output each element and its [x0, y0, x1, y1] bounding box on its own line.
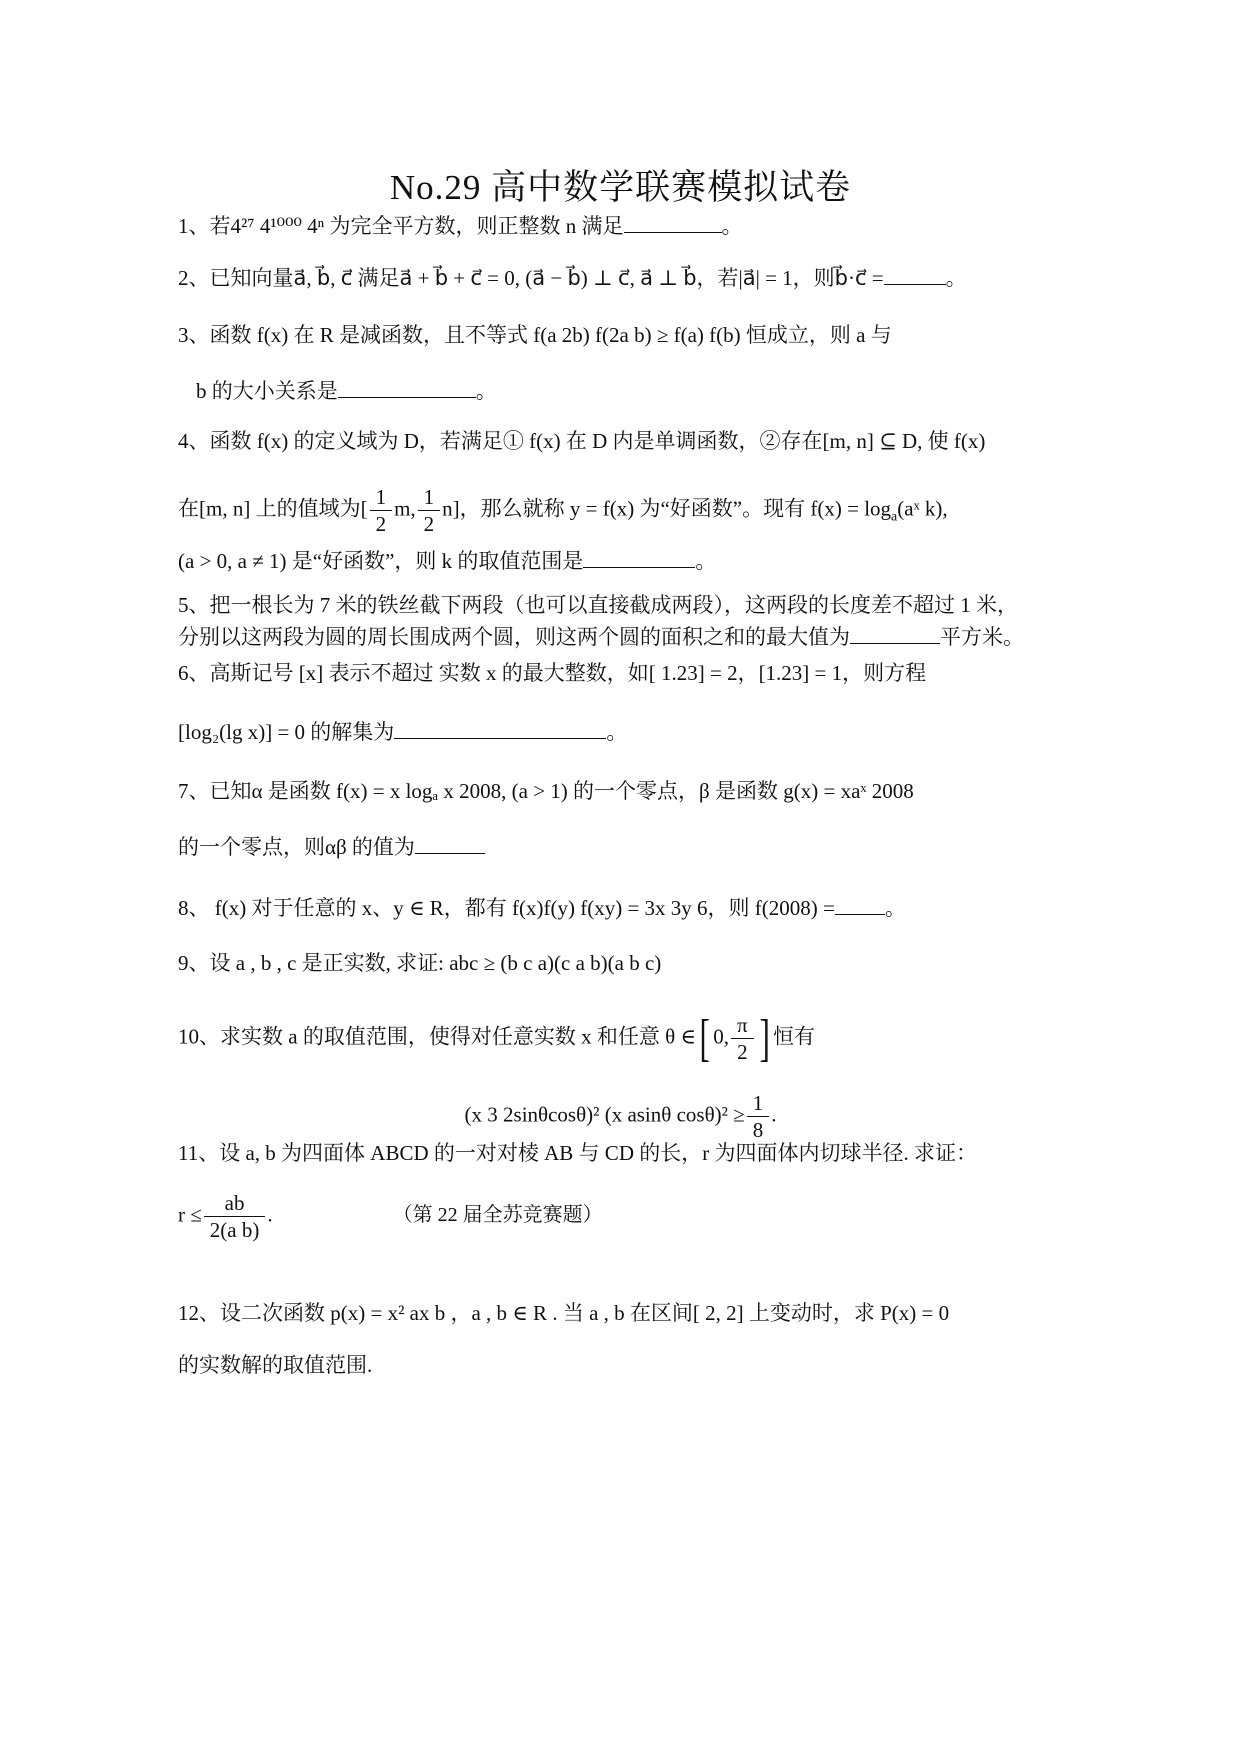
question-5-line-1: 5、把一根长为 7 米的铁丝截下两段（也可以直接截成两段），这两段的长度差不超过 1 米， — [178, 593, 1018, 617]
question-5-line-2 — [178, 621, 1024, 652]
interval-start: 0, — [713, 1024, 730, 1049]
answer-blank-5 — [850, 621, 940, 644]
question-6-line-2 — [178, 716, 627, 747]
question-9: 9、设 a , b , c 是正实数, 求证: abc ≥ (b c a)(c a b)(a b c) — [178, 951, 662, 975]
question-4-text-e: (a > 0, a ≠ 1) 是“好函数”，则 k 的取值范围是 — [178, 549, 584, 573]
answer-blank-6 — [394, 716, 606, 739]
question-10-line-1 — [178, 1009, 815, 1067]
question-6-text: [log₂(lg x)] = 0 的解集为 — [178, 720, 395, 744]
question-2-text: 2、已知向量a⃗, b⃗, c⃗ 满足a⃗ + b⃗ + c⃗ = 0, (a⃗ − b⃗) ⊥ c⃗, a⃗ ⊥ b⃗，若|a⃗| = 1，则b⃗·c⃗ = — [178, 266, 884, 290]
question-4-text-d: (aˣ k), — [897, 496, 948, 521]
fraction-one-half-b: $\frac{1}{2}$ — [418, 484, 441, 537]
answer-blank-2 — [884, 262, 946, 285]
question-11-line-2 — [178, 1190, 603, 1243]
question-7-line-1: 7、已知α 是函数 f(x) = x logₐ x 2008, (a > 1) 的一个零点，β 是函数 g(x) = xaˣ 2008 — [178, 779, 914, 803]
question-4-text-b: m, — [394, 496, 416, 521]
question-10-formula — [0, 1090, 1241, 1143]
answer-blank-4 — [583, 545, 695, 568]
answer-blank-1 — [624, 210, 722, 233]
formula-period: . — [771, 1102, 777, 1127]
interval-left-bracket: [ — [699, 1009, 710, 1067]
question-12-line-1: 12、设二次函数 p(x) = x² ax b ，a , b ∈ R . 当 a , b 在区间[ 2, 2] 上变动时，求 P(x) = 0 — [178, 1301, 950, 1325]
question-5-end: 平方米。 — [940, 625, 1024, 649]
question-4-end: 。 — [695, 549, 717, 573]
question-3-end: 。 — [475, 379, 497, 403]
question-3-line-1: 3、函数 f(x) 在 R 是减函数，且不等式 f(a 2b) f(2a b) ≥ f(a) f(b) 恒成立，则 a 与 — [178, 323, 892, 347]
question-4-line-3 — [178, 545, 716, 576]
question-8 — [178, 892, 906, 923]
question-3-line-2 — [196, 375, 497, 406]
question-4-text-a: 在[m, n] 上的值域为[ — [178, 496, 368, 521]
question-1 — [178, 210, 743, 241]
answer-blank-8 — [835, 892, 885, 915]
question-11-line-1: 11、设 a, b 为四面体 ABCD 的一对对棱 AB 与 CD 的长，r 为四面体内切球半径. 求证： — [178, 1141, 977, 1165]
question-6-end: 。 — [606, 720, 628, 744]
question-12-line-2: 的实数解的取值范围. — [178, 1353, 373, 1377]
question-3-text: b 的大小关系是 — [196, 379, 338, 403]
question-2-end: 。 — [945, 266, 967, 290]
question-7-line-2 — [178, 831, 485, 862]
question-4-line-2 — [178, 484, 948, 537]
inradius-lhs: r ≤ — [178, 1202, 202, 1227]
source-note: （第 22 届全苏竞赛题） — [392, 1204, 603, 1227]
question-8-text: 8、 f(x) 对于任意的 x、y ∈ R，都有 f(x)f(y) f(xy) = 3x 3y 6，则 f(2008) = — [178, 896, 835, 920]
question-11-period: . — [267, 1202, 273, 1227]
question-6-line-1: 6、高斯记号 [x] 表示不超过 实数 x 的最大整数，如[ 1.23] = 2，[1.23] = 1，则方程 — [178, 661, 927, 685]
question-1-end: 。 — [721, 214, 743, 238]
question-10-text-a: 10、求实数 a 的取值范围，使得对任意实数 x 和任意 θ ∈ — [178, 1024, 696, 1049]
fraction-one-eighth: $\frac{1}{8}$ — [747, 1090, 770, 1143]
question-2 — [178, 262, 967, 293]
fraction-ab-over-2ab: $\frac{ab}{\text{2(a b)}}$ — [204, 1190, 266, 1243]
fraction-pi-over-two: $\frac{\pi}{2}$ — [731, 1012, 754, 1065]
inequality-left-side: (x 3 2sinθcosθ)² (x asinθ cosθ)² ≥ — [464, 1102, 745, 1127]
question-1-text: 1、若4²⁷ 4¹⁰⁰⁰ 4ⁿ 为完全平方数，则正整数 n 满足 — [178, 214, 624, 238]
fraction-one-half-a: $\frac{1}{2}$ — [370, 484, 393, 537]
page-title: No.29 高中数学联赛模拟试卷 — [389, 168, 852, 207]
log-base: a — [891, 509, 898, 525]
answer-blank-3 — [338, 375, 476, 398]
question-4-text-c: n]，那么就称 y = f(x) 为“好函数”。现有 f(x) = log — [442, 496, 892, 521]
question-7-text: 的一个零点，则αβ 的值为 — [178, 835, 415, 859]
question-10-text-b: 恒有 — [772, 1024, 815, 1049]
interval-right-bracket: ] — [759, 1009, 770, 1067]
question-4-line-1: 4、函数 f(x) 的定义域为 D，若满足① f(x) 在 D 内是单调函数，②存在[m, n] ⊆ D, 使 f(x) — [178, 429, 986, 453]
question-5-text: 分别以这两段为圆的周长围成两个圆，则这两个圆的面积之和的最大值为 — [178, 625, 850, 649]
answer-blank-7 — [415, 831, 485, 854]
question-8-end: 。 — [884, 896, 906, 920]
